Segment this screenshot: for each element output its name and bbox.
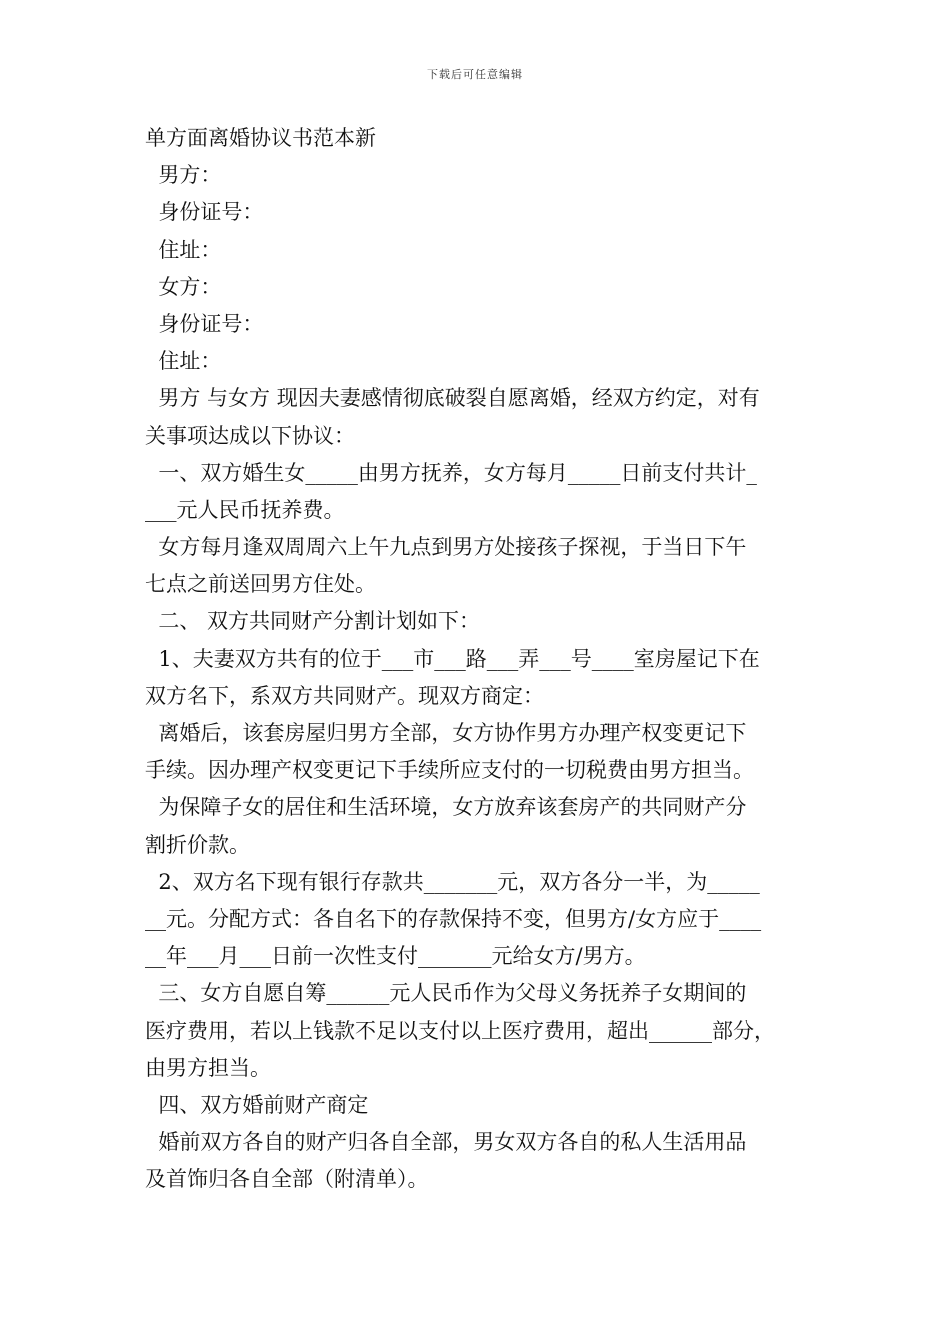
document-title: 单方面离婚协议书范本新	[145, 126, 376, 150]
paragraph-line: 一、双方婚生女_____由男方抚养，女方每月_____日前支付共计_	[145, 460, 757, 485]
paragraph-line: 三、女方自愿自筹______元人民币作为父母义务抚养子女期间的	[145, 981, 747, 1006]
paragraph-line: 离婚后，该套房屋归男方全部，女方协作男方办理产权变更记下	[145, 721, 747, 745]
paragraph-line: ___元人民币抚养费。	[145, 497, 345, 522]
paragraph-line: __元。分配方式：各自名下的存款保持不变，但男方/女方应于____	[145, 906, 762, 931]
paragraph-line: 双方名下，系双方共同财产。现双方商定：	[145, 683, 544, 708]
paragraph-line: 手续。因办理产权变更记下手续所应支付的一切税费由男方担当。	[145, 758, 754, 783]
paragraph-line: 七点之前送回男方住处。	[145, 572, 376, 597]
paragraph-line: 2、双方名下现有银行存款共_______元，双方各分一半，为_____	[145, 869, 760, 894]
paragraph-line: 医疗费用，若以上钱款不足以支付以上医疗费用，超出______部分，	[145, 1018, 775, 1043]
section-heading: 二、 双方共同财产分割计划如下：	[145, 609, 481, 634]
male-id-label: 身份证号：	[145, 200, 264, 225]
male-party-label: 男方：	[145, 163, 222, 188]
paragraph-line: 为保障子女的居住和生活环境，女方放弃该套房产的共同财产分	[145, 795, 747, 820]
paragraph-line: 割折价款。	[145, 832, 250, 857]
paragraph-line: 男方 与女方 现因夫妻感情彻底破裂自愿离婚，经双方约定，对有	[145, 386, 760, 411]
female-address-label: 住址：	[145, 349, 222, 374]
paragraph-line: 关事项达成以下协议：	[145, 423, 355, 448]
paragraph-line: 1、夫妻双方共有的位于___市___路___弄___号____室房屋记下在	[145, 646, 760, 671]
female-party-label: 女方：	[145, 274, 222, 299]
paragraph-line: 婚前双方各自的财产归各自全部，男女双方各自的私人生活用品	[145, 1130, 747, 1155]
female-id-label: 身份证号：	[145, 311, 264, 336]
paragraph-line: __年___月___日前一次性支付_______元给女方/男方。	[145, 944, 646, 969]
page-header: 下载后可任意编辑	[427, 68, 523, 81]
male-address-label: 住址：	[145, 237, 222, 262]
agreement-body	[145, 120, 810, 1198]
paragraph-line: 由男方担当。	[145, 1055, 271, 1080]
paragraph-line: 女方每月逢双周周六上午九点到男方处接孩子探视，于当日下午	[145, 535, 747, 560]
paragraph-line: 及首饰归各自全部（附清单）。	[145, 1167, 429, 1192]
section-heading: 四、双方婚前财产商定	[145, 1092, 369, 1117]
